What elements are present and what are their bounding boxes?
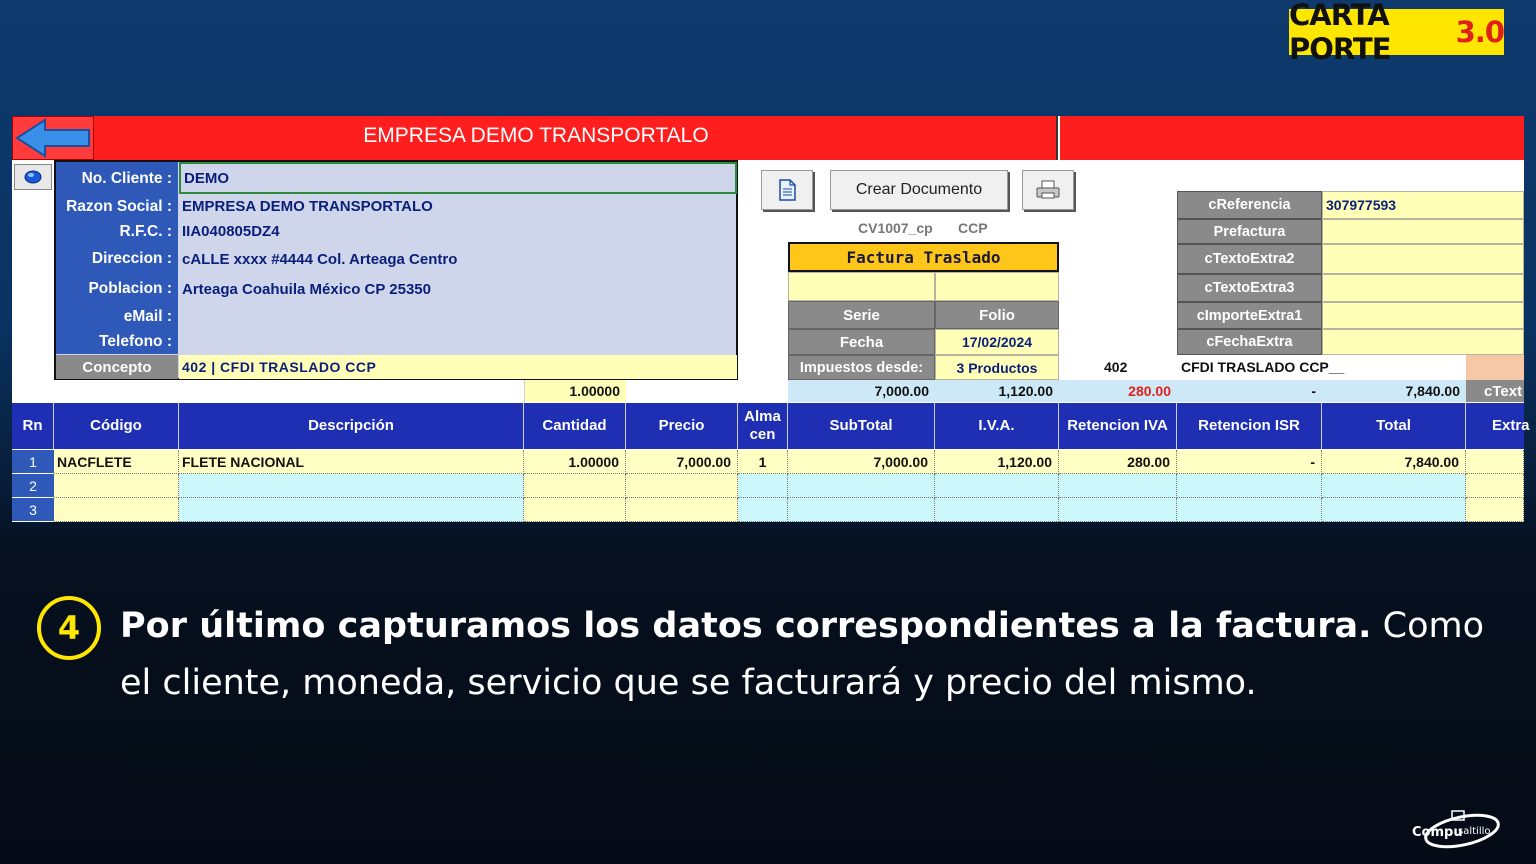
fecha-label: Fecha [788,329,935,355]
cell-retencion-isr[interactable] [1177,474,1322,498]
cell-total[interactable] [1322,498,1466,522]
logo-text: Compu [1412,825,1463,840]
telefono-value[interactable] [179,330,737,354]
cell-subtotal[interactable] [788,474,935,498]
cell-descripcion[interactable] [179,498,524,522]
total-iva: 1,120.00 [935,380,1059,402]
concept-name: CFDI TRASLADO CCP__ [1181,359,1345,375]
cell-codigo[interactable] [54,474,179,498]
telefono-label: Telefono : [56,330,178,354]
cell-precio[interactable] [626,498,738,522]
poblacion-value[interactable]: Arteaga Coahuila México CP 25350 [182,280,431,298]
total-retencion-isr: - [1177,380,1322,402]
document-icon [777,179,797,201]
importe-extra1-label: cImporteExtra1 [1177,302,1322,329]
cell-retencion-iva[interactable]: 280.00 [1059,450,1177,474]
importe-extra1-value[interactable] [1322,302,1524,329]
cell-iva[interactable]: 1,120.00 [935,450,1059,474]
invoice-type-header: Factura Traslado [788,242,1059,272]
total-extra-label: cText [1466,380,1524,402]
poblacion-label: Poblacion : [56,274,178,304]
printer-icon [1035,180,1061,200]
create-document-button[interactable]: Crear Documento [830,170,1008,210]
folio-input[interactable] [935,272,1059,301]
cell-cantidad[interactable]: 1.00000 [524,450,626,474]
caption-text [120,598,1484,712]
cell-descripcion[interactable]: FLETE NACIONAL [179,450,524,474]
total-retencion-iva: 280.00 [1059,380,1177,402]
texto-extra3-label: cTextoExtra3 [1177,274,1322,302]
cell-precio[interactable] [626,474,738,498]
concepto-value[interactable]: 402 | CFDI TRASLADO CCP [179,355,737,379]
carta-porte-badge [1289,0,1504,66]
prefactura-value[interactable] [1322,219,1524,244]
concept-code: 402 [1104,359,1128,375]
cell-total[interactable] [1322,474,1466,498]
cell-extra[interactable] [1466,498,1524,522]
row-number: 1 [12,450,54,474]
column-header-subtotal[interactable]: SubTotal [788,403,935,449]
column-header-extra[interactable]: Extra [1492,417,1530,434]
razon-social-label: Razon Social : [56,194,178,219]
column-header-iva[interactable]: I.V.A. [935,403,1059,449]
email-value[interactable] [179,304,737,330]
company-title: EMPRESA DEMO TRANSPORTALO [363,124,709,147]
serie-input[interactable] [788,272,935,301]
row-number: 2 [12,474,54,498]
new-document-button[interactable] [761,170,813,210]
cell-cantidad[interactable] [524,498,626,522]
caption-bold: Por último capturamos los datos correspondientes a la factura. [120,606,1372,646]
back-arrow-button[interactable] [12,116,94,160]
cell-almacen[interactable]: 1 [738,450,788,474]
folio-label: Folio [935,301,1059,329]
column-header-cantidad[interactable]: Cantidad [524,403,626,449]
column-header-codigo[interactable]: Código [54,403,179,449]
client-number-label: No. Cliente : [56,162,178,196]
cell-retencion-isr[interactable]: - [1177,450,1322,474]
cell-extra[interactable] [1466,450,1524,474]
direccion-value[interactable]: cALLE xxxx #4444 Col. Arteaga Centro [182,250,458,268]
cell-precio[interactable]: 7,000.00 [626,450,738,474]
column-header-precio[interactable]: Precio [626,403,738,449]
referencia-label: cReferencia [1177,191,1322,219]
fecha-value[interactable]: 17/02/2024 [935,329,1059,355]
logo-subtext: saltillo [1458,826,1491,837]
texto-extra2-label: cTextoExtra2 [1177,244,1322,274]
cell-iva[interactable] [935,498,1059,522]
cell-retencion-iva[interactable] [1059,498,1177,522]
title-bar-extension [1060,116,1524,160]
client-lookup-button[interactable] [14,164,52,190]
cell-descripcion[interactable] [179,474,524,498]
invoice-spreadsheet [12,116,1530,518]
serie-label: Serie [788,301,935,329]
razon-social-value[interactable]: EMPRESA DEMO TRANSPORTALO [182,198,433,215]
rfc-label: R.F.C. : [56,219,178,244]
caption-rest: Como el cliente, moneda, servicio que se facturará y precio del mismo. [120,606,1484,703]
step-number-badge: 4 [37,596,101,660]
texto-extra3-value[interactable] [1322,274,1524,302]
cell-cantidad[interactable] [524,474,626,498]
rfc-value[interactable]: IIA040805DZ4 [182,223,280,240]
cell-codigo[interactable]: NACFLETE [54,450,179,474]
concepto-label: Concepto [56,355,178,379]
column-header-total[interactable]: Total [1322,403,1466,449]
column-header-descripcion[interactable]: Descripción [179,403,524,449]
total-subtotal: 7,000.00 [788,380,935,402]
print-button[interactable] [1022,170,1074,210]
email-label: eMail : [56,304,178,330]
document-type: CCP [958,220,988,236]
cell-almacen[interactable] [738,474,788,498]
fecha-extra-label: cFechaExtra [1177,329,1322,355]
cell-codigo[interactable] [54,498,179,522]
prefactura-label: Prefactura [1177,219,1322,244]
document-code: CV1007_cp [858,220,933,236]
extra-orange-cell [1466,355,1524,380]
cell-total[interactable]: 7,840.00 [1322,450,1466,474]
column-header-almacen[interactable]: Alma cen [738,403,788,449]
badge-version: 3.0 [1455,15,1504,49]
cell-retencion-isr[interactable] [1177,498,1322,522]
cell-extra[interactable] [1466,474,1524,498]
cell-subtotal[interactable]: 7,000.00 [788,450,935,474]
client-number-field[interactable]: DEMO [179,162,737,194]
total-cantidad: 1.00000 [524,380,626,402]
cell-iva[interactable] [935,474,1059,498]
column-header-rn[interactable]: Rn [12,403,54,449]
cell-almacen[interactable] [738,498,788,522]
globe-icon [24,170,42,184]
back-arrow-icon [13,117,93,159]
cell-retencion-iva[interactable] [1059,474,1177,498]
direccion-label: Direccion : [56,244,178,274]
impuestos-label: Impuestos desde: [788,355,935,380]
texto-extra2-value[interactable] [1322,244,1524,274]
impuestos-value[interactable]: 3 Productos [935,355,1059,380]
referencia-value[interactable]: 307977593 [1322,191,1524,219]
cell-subtotal[interactable] [788,498,935,522]
total-total: 7,840.00 [1322,380,1466,402]
compusaltillo-logo [1408,803,1504,857]
fecha-extra-value[interactable] [1322,329,1524,355]
column-header-retencion-iva[interactable]: Retencion IVA [1059,403,1177,449]
row-number: 3 [12,498,54,522]
badge-label: CARTA PORTE [1289,0,1391,66]
column-header-retencion-isr[interactable]: Retencion ISR [1177,403,1322,449]
